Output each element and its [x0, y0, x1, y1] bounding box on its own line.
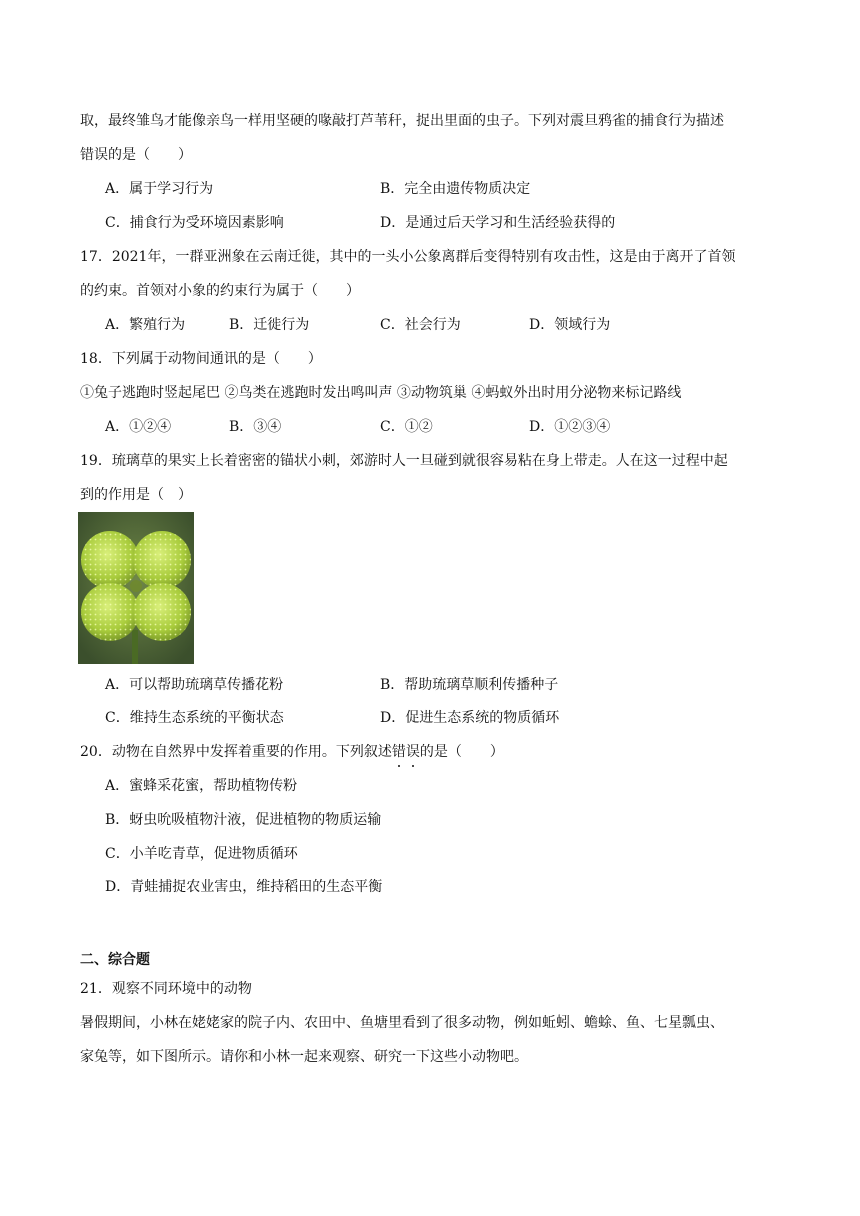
q16-option-a[interactable]: A．属于学习行为	[105, 181, 214, 197]
q19-text-line1: 19．琉璃草的果实上长着密密的锚状小刺，郊游时人一旦碰到就很容易粘在身上带走。人在这一过程中起	[80, 453, 728, 469]
q18-option-b[interactable]: B．③④	[229, 419, 282, 435]
q19-option-a[interactable]: A．可以帮助琉璃草传播花粉	[105, 677, 284, 693]
q17-option-b[interactable]: B．迁徙行为	[229, 317, 310, 333]
q20-text-line	[80, 742, 504, 762]
q19-text-line2: 到的作用是（ ）	[80, 487, 192, 503]
q18-text-line2: ①兔子逃跑时竖起尾巴 ②鸟类在逃跑时发出鸣叫声 ③动物筑巢 ④蚂蚁外出时用分泌物来标记路线	[80, 385, 682, 401]
q21-text-line2: 家兔等，如下图所示。请你和小林一起来观察、研究一下这些小动物吧。	[80, 1049, 528, 1065]
q16-option-d[interactable]: D．是通过后天学习和生活经验获得的	[380, 215, 616, 231]
section-heading: 二、综合题	[80, 952, 150, 968]
q18-text-line1: 18．下列属于动物间通讯的是（ ）	[80, 351, 322, 367]
q20-option-b[interactable]: B．蚜虫吮吸植物汁液，促进植物的物质运输	[105, 812, 382, 828]
q19-option-c[interactable]: C．维持生态系统的平衡状态	[105, 710, 284, 726]
q16-text-line2: 错误的是（ ）	[80, 147, 192, 163]
q19-option-b[interactable]: B．帮助琉璃草顺利传播种子	[380, 677, 559, 693]
q17-option-a[interactable]: A．繁殖行为	[105, 317, 186, 333]
q20-text-post: 的是（ ）	[419, 744, 504, 760]
q20-option-a[interactable]: A．蜜蜂采花蜜，帮助植物传粉	[105, 778, 298, 794]
q17-option-c[interactable]: C．社会行为	[380, 317, 461, 333]
q18-option-a[interactable]: A．①②④	[105, 419, 172, 435]
q20-option-d[interactable]: D．青蛙捕捉农业害虫，维持稻田的生态平衡	[105, 879, 383, 895]
q16-text-line1: 取，最终雏鸟才能像亲鸟一样用坚硬的喙敲打芦苇秆，捉出里面的虫子。下列对震旦鸦雀的捕食行为描述	[80, 113, 724, 129]
q16-option-c[interactable]: C．捕食行为受环境因素影响	[105, 215, 284, 231]
q18-option-c[interactable]: C．①②	[380, 419, 433, 435]
q21-text-line1: 暑假期间，小林在姥姥家的院子内、农田中、鱼塘里看到了很多动物，例如蚯蚓、蟾蜍、鱼、七星瓢虫、	[80, 1015, 724, 1031]
q19-option-d[interactable]: D．促进生态系统的物质循环	[380, 710, 560, 726]
q17-text-line1: 17．2021年，一群亚洲象在云南迁徙，其中的一头小公象离群后变得特别有攻击性，这是由于离开了首领	[80, 249, 736, 265]
q16-option-b[interactable]: B．完全由遗传物质决定	[380, 181, 531, 197]
q18-option-d[interactable]: D．①②③④	[529, 419, 611, 435]
q17-text-line2: 的约束。首领对小象的约束行为属于（ ）	[80, 283, 360, 299]
q20-option-c[interactable]: C．小羊吃青草，促进物质循环	[105, 846, 298, 862]
burdock-fruit-image	[78, 512, 194, 664]
q20-emphasis-char-1: 错	[391, 744, 406, 760]
q20-emphasis-char-2: 误	[405, 744, 420, 760]
q17-option-d[interactable]: D．领域行为	[529, 317, 611, 333]
q21-title: 21．观察不同环境中的动物	[80, 981, 252, 997]
q20-text-pre: 20．动物在自然界中发挥着重要的作用。下列叙述	[80, 744, 392, 760]
